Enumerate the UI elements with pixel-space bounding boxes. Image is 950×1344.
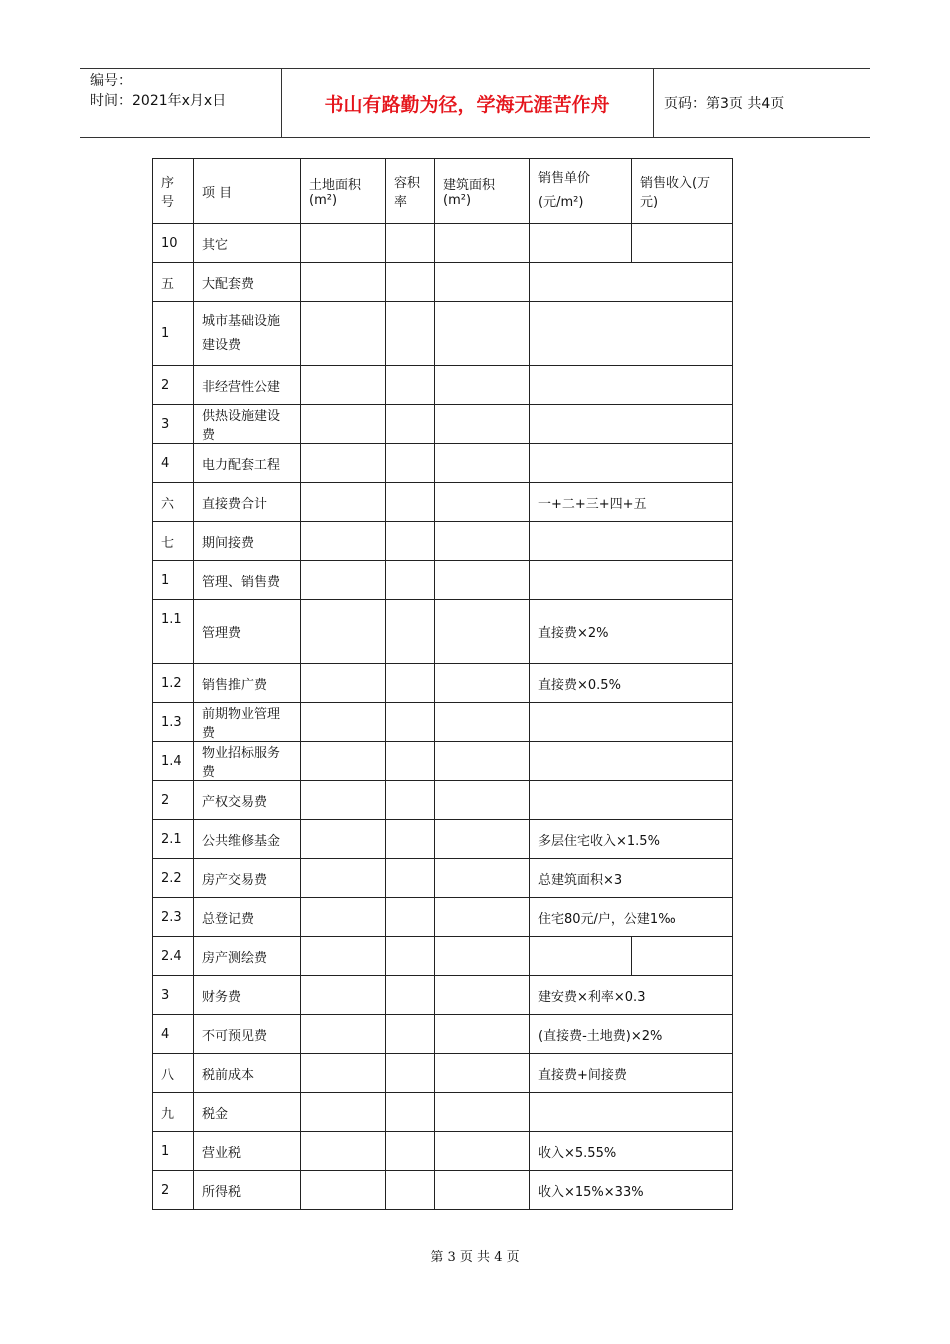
cell-land	[301, 742, 386, 781]
header-far: 容积率	[386, 159, 435, 224]
cell-land	[301, 522, 386, 561]
cell-note: 多层住宅收入×1.5%	[530, 820, 733, 859]
cell-far	[386, 405, 435, 444]
header-item: 项 目	[194, 159, 301, 224]
cell-note: 建安费×利率×0.3	[530, 976, 733, 1015]
cell-item: 总登记费	[194, 898, 301, 937]
cell-note: 一+二+三+四+五	[530, 483, 733, 522]
cell-land	[301, 859, 386, 898]
cell-item: 不可预见费	[194, 1015, 301, 1054]
cell-item: 直接费合计	[194, 483, 301, 522]
cell-far	[386, 1015, 435, 1054]
cell-far	[386, 664, 435, 703]
cell-far	[386, 444, 435, 483]
cell-far	[386, 1132, 435, 1171]
table-row	[153, 302, 733, 366]
table-row	[153, 444, 733, 483]
cell-far	[386, 561, 435, 600]
table-row	[153, 1171, 733, 1210]
cell-price	[530, 937, 632, 976]
cell-far	[386, 1171, 435, 1210]
cell-build	[435, 224, 530, 263]
table-row	[153, 1015, 733, 1054]
cell-item: 城市基础设施建设费	[194, 302, 301, 366]
cell-far	[386, 1054, 435, 1093]
cell-note: 直接费+间接费	[530, 1054, 733, 1093]
cell-note	[530, 366, 733, 405]
table-row	[153, 781, 733, 820]
table-row	[153, 1132, 733, 1171]
cell-far	[386, 263, 435, 302]
cell-note	[530, 302, 733, 366]
cell-far	[386, 483, 435, 522]
table-row	[153, 405, 733, 444]
cell-note: 直接费×2%	[530, 600, 733, 664]
cell-far	[386, 937, 435, 976]
cell-build	[435, 976, 530, 1015]
cell-item: 前期物业管理费	[194, 703, 301, 742]
cell-revenue	[632, 937, 733, 976]
table-row	[153, 1054, 733, 1093]
cell-seq: 七	[153, 522, 194, 561]
cell-note: 直接费×0.5%	[530, 664, 733, 703]
cell-seq: 1.2	[153, 664, 194, 703]
cell-land	[301, 703, 386, 742]
table-row	[153, 561, 733, 600]
cell-seq: 2.4	[153, 937, 194, 976]
page-footer: 第 3 页 共 4 页	[430, 1250, 520, 1265]
cell-item: 其它	[194, 224, 301, 263]
cell-build	[435, 898, 530, 937]
cell-land	[301, 366, 386, 405]
cell-seq: 4	[153, 1015, 194, 1054]
cell-land	[301, 664, 386, 703]
table-row	[153, 224, 733, 263]
header-building-area: 建筑面积(m²)	[435, 159, 530, 224]
time-label: 时间：2021年x月x日	[90, 93, 227, 109]
cell-seq: 1.1	[153, 600, 194, 664]
cell-build	[435, 263, 530, 302]
cell-seq: 2	[153, 1171, 194, 1210]
cell-seq: 八	[153, 1054, 194, 1093]
table-row	[153, 898, 733, 937]
cell-far	[386, 302, 435, 366]
cell-item: 管理费	[194, 600, 301, 664]
cell-land	[301, 820, 386, 859]
cell-seq: 4	[153, 444, 194, 483]
cell-item: 房产测绘费	[194, 937, 301, 976]
cell-land	[301, 1132, 386, 1171]
cell-seq: 2.2	[153, 859, 194, 898]
cell-seq: 六	[153, 483, 194, 522]
header-page-info: 页码：第3页 共4页	[664, 96, 785, 112]
table-row	[153, 600, 733, 664]
cell-seq: 九	[153, 1093, 194, 1132]
cell-build	[435, 703, 530, 742]
cell-land	[301, 600, 386, 664]
cell-item: 房产交易费	[194, 859, 301, 898]
cell-far	[386, 742, 435, 781]
cell-far	[386, 781, 435, 820]
cell-build	[435, 1132, 530, 1171]
cell-seq: 3	[153, 976, 194, 1015]
cell-note: 住宅80元/户，公建1‰	[530, 898, 733, 937]
cell-land	[301, 561, 386, 600]
cell-build	[435, 937, 530, 976]
cell-note	[530, 1093, 733, 1132]
cell-build	[435, 1054, 530, 1093]
cell-land	[301, 937, 386, 976]
cell-seq: 1	[153, 1132, 194, 1171]
cell-seq: 3	[153, 405, 194, 444]
cell-note	[530, 742, 733, 781]
cell-far	[386, 820, 435, 859]
cell-build	[435, 522, 530, 561]
cell-seq: 2.3	[153, 898, 194, 937]
cell-build	[435, 405, 530, 444]
cell-land	[301, 302, 386, 366]
cell-far	[386, 1093, 435, 1132]
table-row	[153, 263, 733, 302]
cell-land	[301, 898, 386, 937]
cell-note: 收入×15%×33%	[530, 1171, 733, 1210]
cell-far	[386, 898, 435, 937]
cell-item: 税金	[194, 1093, 301, 1132]
cell-land	[301, 483, 386, 522]
cell-build	[435, 366, 530, 405]
table-row	[153, 522, 733, 561]
cell-note: (直接费-土地费)×2%	[530, 1015, 733, 1054]
header-land-area: 土地面积(m²)	[301, 159, 386, 224]
table-row	[153, 742, 733, 781]
cell-note	[530, 561, 733, 600]
cell-note	[530, 405, 733, 444]
cell-build	[435, 483, 530, 522]
cell-seq: 1.3	[153, 703, 194, 742]
cell-far	[386, 976, 435, 1015]
header-revenue: 销售收入(万元)	[632, 159, 733, 224]
header-meta	[80, 69, 282, 137]
cell-build	[435, 600, 530, 664]
cell-note	[530, 781, 733, 820]
cell-land	[301, 263, 386, 302]
cell-note	[530, 444, 733, 483]
cell-far	[386, 600, 435, 664]
cell-item: 管理、销售费	[194, 561, 301, 600]
cell-item: 电力配套工程	[194, 444, 301, 483]
cost-table	[152, 158, 733, 1210]
cell-far	[386, 522, 435, 561]
cell-seq: 10	[153, 224, 194, 263]
cell-far	[386, 224, 435, 263]
cell-item: 物业招标服务费	[194, 742, 301, 781]
cell-build	[435, 302, 530, 366]
cell-note	[530, 263, 733, 302]
cell-item: 供热设施建设费	[194, 405, 301, 444]
cell-build	[435, 742, 530, 781]
cell-build	[435, 859, 530, 898]
cell-note	[530, 522, 733, 561]
cell-item: 财务费	[194, 976, 301, 1015]
cell-seq: 五	[153, 263, 194, 302]
table-row	[153, 937, 733, 976]
cell-land	[301, 444, 386, 483]
cell-item: 销售推广费	[194, 664, 301, 703]
cell-land	[301, 1171, 386, 1210]
cell-build	[435, 1171, 530, 1210]
header-unit-price: 销售单价(元/m²)	[530, 159, 632, 224]
cell-seq: 2	[153, 781, 194, 820]
cell-price	[530, 224, 632, 263]
cell-item: 期间接费	[194, 522, 301, 561]
cell-seq: 2.1	[153, 820, 194, 859]
cell-land	[301, 781, 386, 820]
cell-build	[435, 444, 530, 483]
cell-land	[301, 1093, 386, 1132]
cell-seq: 2	[153, 366, 194, 405]
table-row	[153, 366, 733, 405]
cell-far	[386, 703, 435, 742]
cell-land	[301, 224, 386, 263]
number-label: 编号：	[90, 73, 132, 89]
cell-far	[386, 366, 435, 405]
cell-far	[386, 859, 435, 898]
cell-land	[301, 405, 386, 444]
cell-land	[301, 976, 386, 1015]
cell-item: 所得税	[194, 1171, 301, 1210]
cell-land	[301, 1015, 386, 1054]
cell-seq: 1	[153, 302, 194, 366]
table-row	[153, 1093, 733, 1132]
table-row	[153, 859, 733, 898]
cell-item: 产权交易费	[194, 781, 301, 820]
header-seq: 序号	[153, 159, 194, 224]
cell-build	[435, 1015, 530, 1054]
cell-item: 非经营性公建	[194, 366, 301, 405]
cell-item: 营业税	[194, 1132, 301, 1171]
page-header	[80, 68, 870, 138]
table-header-row	[153, 159, 733, 224]
cell-item: 公共维修基金	[194, 820, 301, 859]
cell-note: 收入×5.55%	[530, 1132, 733, 1171]
cell-item: 税前成本	[194, 1054, 301, 1093]
cell-build	[435, 781, 530, 820]
cell-build	[435, 664, 530, 703]
cell-build	[435, 820, 530, 859]
cell-build	[435, 561, 530, 600]
table-row	[153, 664, 733, 703]
cell-item: 大配套费	[194, 263, 301, 302]
table-row	[153, 820, 733, 859]
table-row	[153, 976, 733, 1015]
cell-note: 总建筑面积×3	[530, 859, 733, 898]
cell-build	[435, 1093, 530, 1132]
header-motto: 书山有路勤为径，学海无涯苦作舟	[281, 69, 654, 137]
cell-seq: 1.4	[153, 742, 194, 781]
cell-seq: 1	[153, 561, 194, 600]
cell-note	[530, 703, 733, 742]
cell-land	[301, 1054, 386, 1093]
table-row	[153, 483, 733, 522]
cell-revenue	[632, 224, 733, 263]
table-row	[153, 703, 733, 742]
